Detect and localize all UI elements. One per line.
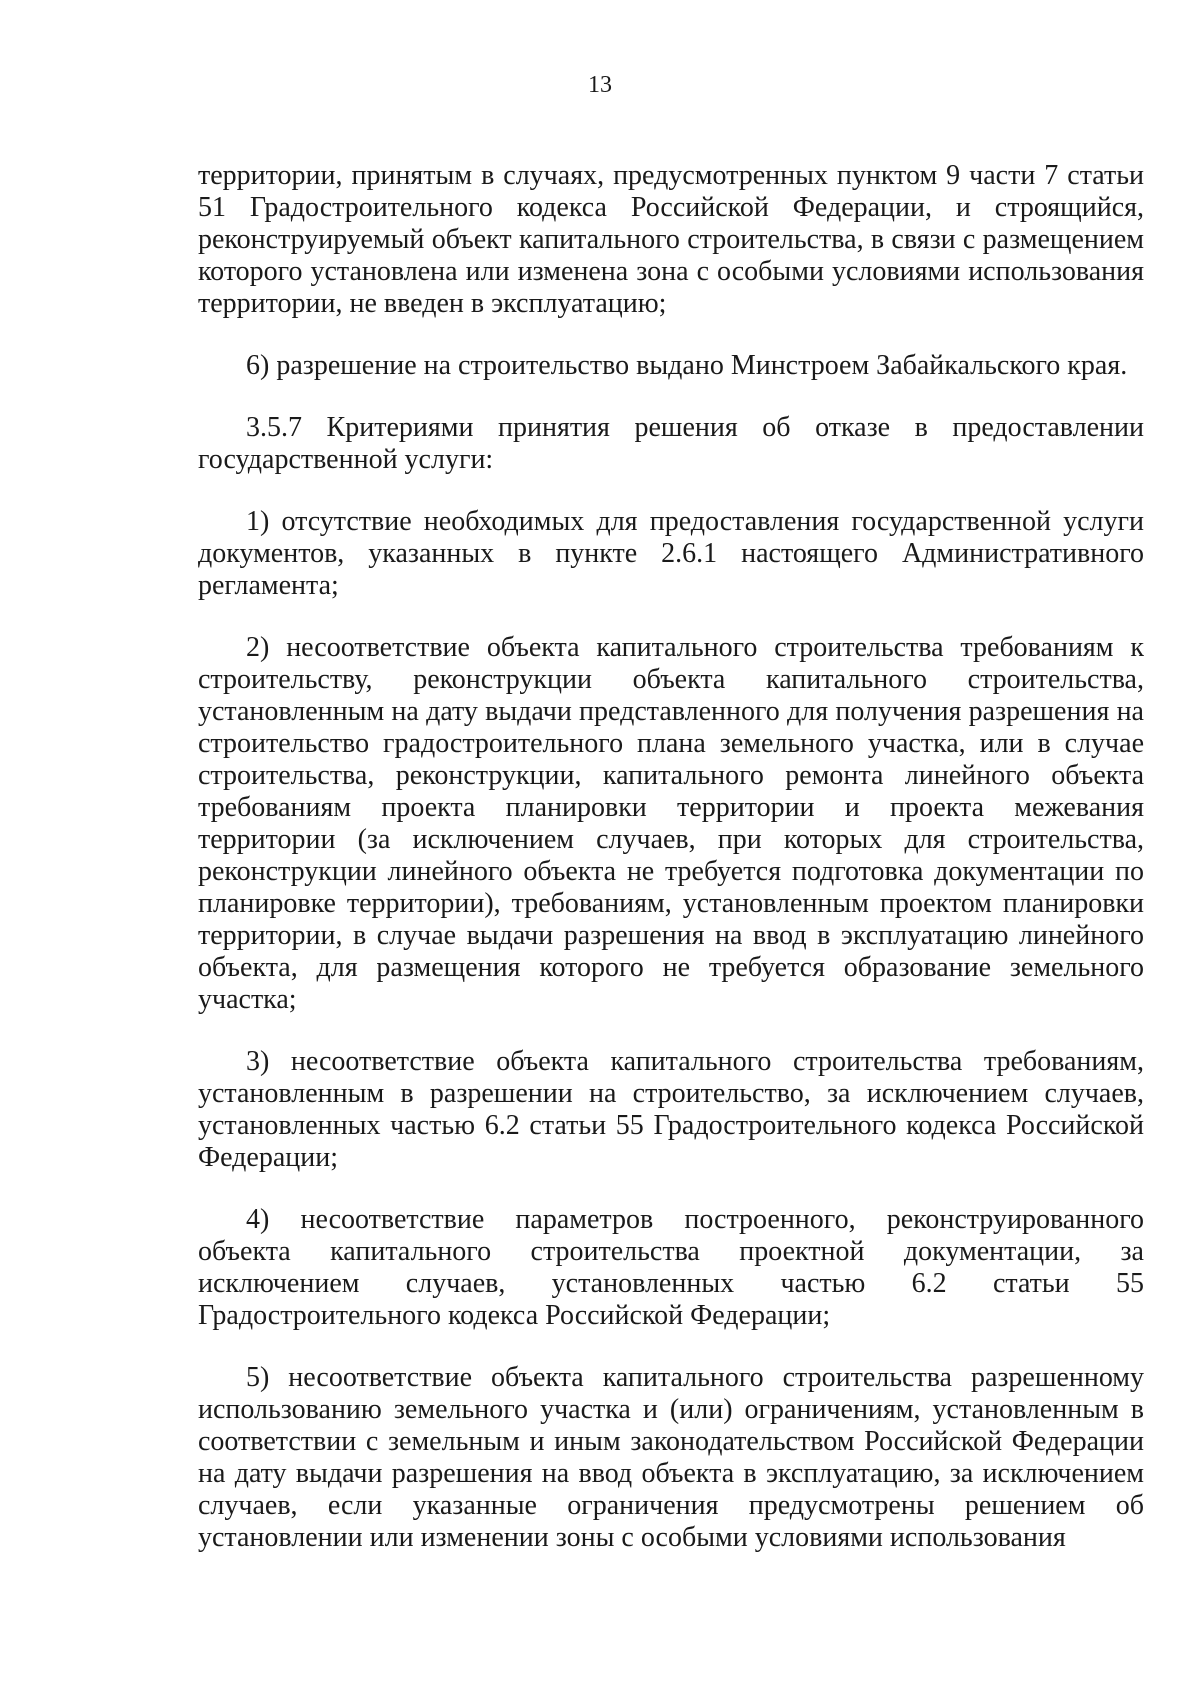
paragraph-item-6: 6) разрешение на строительство выдано Минстроем Забайкальского края. — [246, 350, 1128, 381]
document-body — [198, 160, 1144, 1584]
page-number: 13 — [588, 72, 612, 98]
paragraph-criterion-3: 3) несоответствие объекта капитального строительства требованиям, установленным в разрешении на строительство, за исключением случаев, установленных частью 6.2 статьи 55 Градостроительного кодекса Российской Федерации; — [198, 1046, 1144, 1173]
paragraph-section-3-5-7: 3.5.7 Критериями принятия решения об отказе в предоставлении государственной услуги: — [198, 412, 1144, 475]
paragraph-criterion-2: 2) несоответствие объекта капитального строительства требованиям к строительству, реконструкции объекта капитального строительства, установленным на дату выдачи представленного для получения разрешения на строительство градостроительного плана земельного участка, или в случае строительства, реконструкции, капитального ремонта линейного объекта требованиям проекта планировки территории и проекта межевания территории (за исключением случаев, при которых для строительства, реконструкции линейного объекта не требуется подготовка документации по планировке территории), требованиям, установленным проектом планировки территории, в случае выдачи разрешения на ввод в эксплуатацию линейного объекта, для размещения которого не требуется образование земельного участка; — [198, 632, 1144, 1015]
paragraph-criterion-1: 1) отсутствие необходимых для предоставления государственной услуги документов, указанных в пункте 2.6.1 настоящего Административного регламента; — [198, 506, 1144, 601]
paragraph-criterion-4: 4) несоответствие параметров построенного, реконструированного объекта капитального строительства проектной документации, за исключением случаев, установленных частью 6.2 статьи 55 Градостроительного кодекса Российской Федерации; — [198, 1204, 1144, 1331]
paragraph-continuation: территории, принятым в случаях, предусмотренных пунктом 9 части 7 статьи 51 Градостроительного кодекса Российской Федерации, и строящийся, реконструируемый объект капитального строительства, в связи с размещением которого установлена или изменена зона с особыми условиями использования территории, не введен в эксплуатацию; — [198, 160, 1144, 319]
paragraph-criterion-5: 5) несоответствие объекта капитального строительства разрешенному использованию земельного участка и (или) ограничениям, установленным в соответствии с земельным и иным законодательством Российской Федерации на дату выдачи разрешения на ввод объекта в эксплуатацию, за исключением случаев, если указанные ограничения предусмотрены решением об установлении или изменении зоны с особыми условиями использования — [198, 1362, 1144, 1553]
